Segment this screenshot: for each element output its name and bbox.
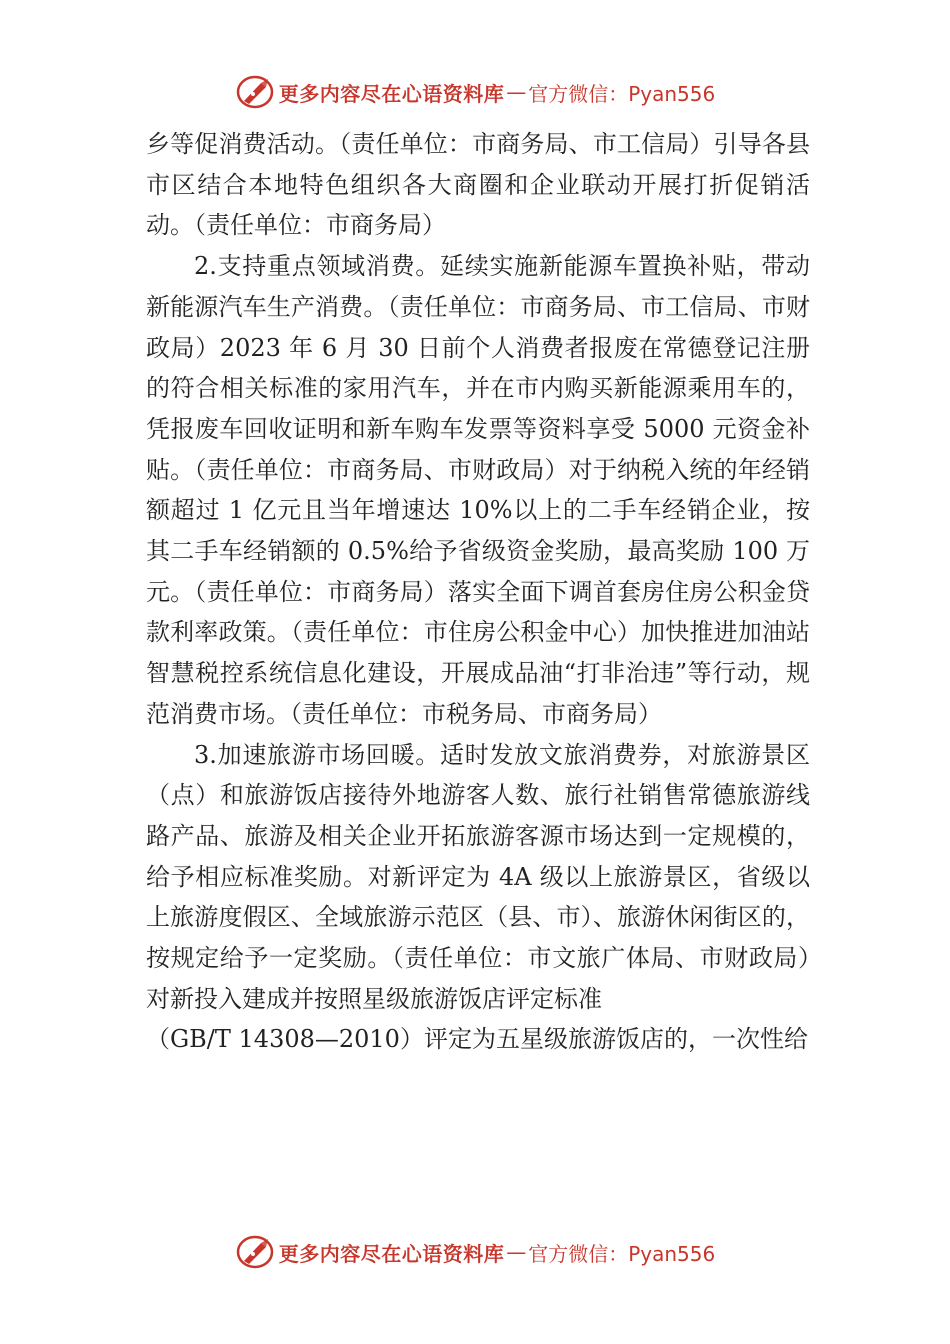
pen-nib-logo-icon [235, 74, 275, 110]
paragraph-continuation: 乡等促消费活动。（责任单位：市商务局、市工信局）引导各县市区结合本地特色组织各大商圈和企业联动开展打折促销活动。（责任单位：市商务局） [146, 130, 810, 240]
watermark-text: 更多内容尽在心语资料库 [278, 1241, 505, 1266]
paragraph-standard-line: （GB/T 14308—2010）评定为五星级旅游饭店的，一次性给 [146, 1025, 808, 1054]
document-body [146, 124, 834, 1060]
footer-watermark [0, 1232, 950, 1272]
watermark-text: 更多内容尽在心语资料库 [278, 81, 505, 106]
watermark-separator: — [506, 80, 527, 104]
paragraph-item-3: 3.加速旅游市场回暖。适时发放文旅消费券，对旅游景区（点）和旅游饭店接待外地游客人数、旅行社销售常德旅游线路产品、旅游及相关企业开拓旅游客源市场达到一定规模的，给予相应标准奖励。对新评定为 4A 级以上旅游景区，省级以上旅游度假区、全域旅游示范区（县、市）、旅游休闲街区的，按规定给予一定奖励。（责任单位：市文旅广体局、市财政局） 对新投入建成并按照星级旅游饭店评定标准 [146, 740, 834, 1013]
watermark-wechat: 官方微信：Pyan556 [528, 1241, 716, 1266]
paragraph-item-2: 2.支持重点领域消费。延续实施新能源车置换补贴，带动新能源汽车生产消费。（责任单位：市商务局、市工信局、市财政局）2023 年 6 月 30 日前个人消费者报废在常德登记注册的符合相关标准的家用汽车，并在市内购买新能源乘用车的，凭报废车回收证明和新车购车发票等资料享受 5000 元资金补贴。（责任单位：市商务局、市财政局）对于纳税入统的年经销额超过 1 亿元且当年增速达 10%以上的二手车经销企业，按其二手车经销额的 0.5%给予省级资金奖励，最高奖励 100 万元。（责任单位：市商务局）落实全面下调首套房住房公积金贷款利率政策。（责任单位：市住房公积金中心）加快推进加油站智慧税控系统信息化建设，开展成品油“打非治违”等行动，规范消费市场。（责任单位：市税务局、市商务局） [146, 252, 810, 728]
watermark-wechat: 官方微信：Pyan556 [528, 81, 716, 106]
watermark-separator: — [506, 1240, 527, 1264]
pen-nib-logo-icon [235, 1234, 275, 1270]
header-watermark [0, 72, 950, 112]
